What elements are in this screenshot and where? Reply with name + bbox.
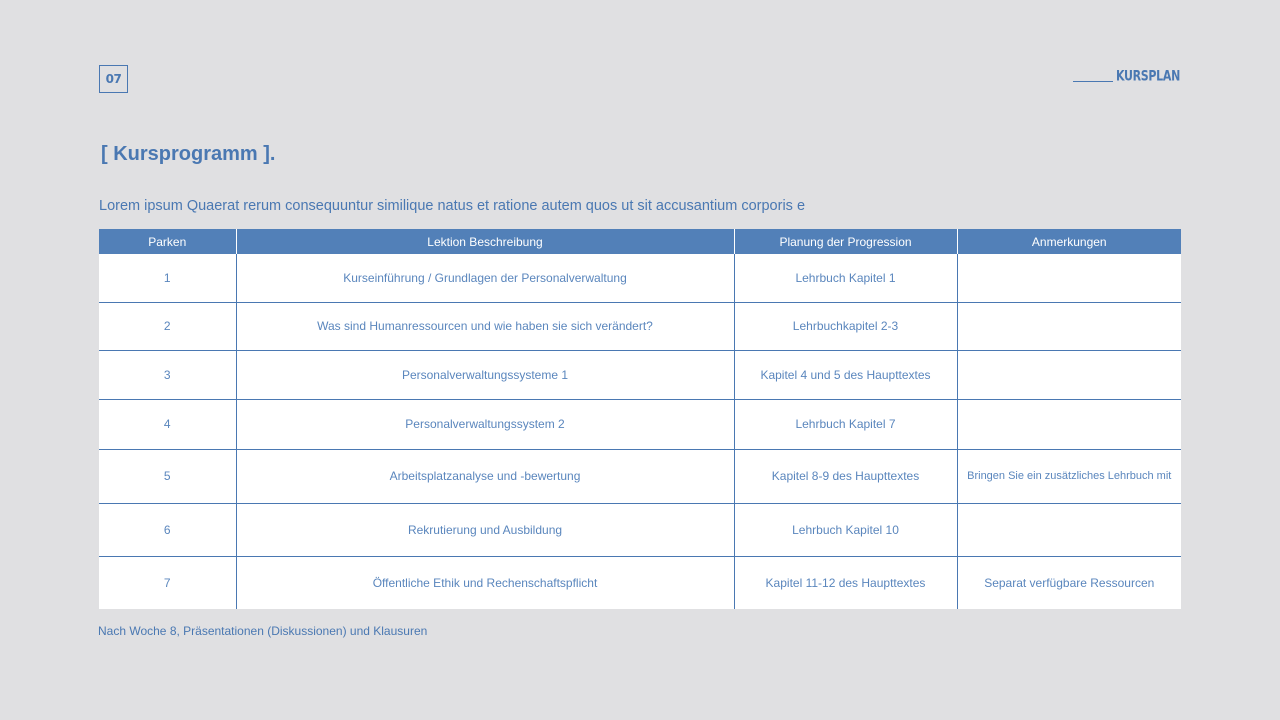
table-row	[99, 254, 1181, 302]
table-cell-lesson: Öffentliche Ethik und Rechenschaftspflicht	[236, 556, 734, 609]
table-row	[99, 556, 1181, 609]
table-cell-progression: Kapitel 4 und 5 des Haupttextes	[734, 350, 957, 399]
table-cell-lesson: Was sind Humanressourcen und wie haben sie sich verändert?	[236, 302, 734, 350]
table-row	[99, 399, 1181, 449]
column-header-planung: Planung der Progression	[734, 229, 957, 254]
column-header-lektion: Lektion Beschreibung	[236, 229, 734, 254]
table-cell-notes: Separat verfügbare Ressourcen	[984, 575, 1155, 590]
table-cell-number: 7	[99, 556, 236, 609]
table-row	[99, 503, 1181, 556]
section-tag-line	[1073, 81, 1113, 82]
table-cell-notes	[957, 350, 1181, 399]
section-tag-label: KURSPLAN	[1115, 67, 1180, 84]
column-header-parken: Parken	[99, 229, 236, 254]
table-cell-number: 4	[99, 399, 236, 449]
table-cell-progression: Lehrbuch Kapitel 10	[734, 503, 957, 556]
table-cell-number: 1	[99, 254, 236, 302]
table-cell-notes: Bringen Sie ein zusätzliches Lehrbuch mit	[957, 449, 1181, 503]
table-cell-progression: Lehrbuch Kapitel 1	[734, 254, 957, 302]
table-cell-notes	[957, 503, 1181, 556]
table-cell-number: 3	[99, 350, 236, 399]
table-cell-notes	[957, 302, 1181, 350]
table-cell-number: 6	[99, 503, 236, 556]
table-cell-lesson: Personalverwaltungssysteme 1	[236, 350, 734, 399]
page-number: 07	[105, 72, 122, 86]
table-cell-lesson: Kurseinführung / Grundlagen der Personalverwaltung	[236, 254, 734, 302]
table-cell-progression: Kapitel 11-12 des Haupttextes	[734, 556, 957, 609]
column-header-anmerkungen: Anmerkungen	[957, 229, 1181, 254]
footnote: Nach Woche 8, Präsentationen (Diskussionen) und Klausuren	[98, 624, 428, 638]
table-cell-number: 5	[99, 449, 236, 503]
table-cell-progression: Lehrbuchkapitel 2-3	[734, 302, 957, 350]
table-header-row	[99, 229, 1181, 254]
table-cell-notes	[957, 254, 1181, 302]
table-cell-lesson: Arbeitsplatzanalyse und -bewertung	[236, 449, 734, 503]
page-subtitle: Lorem ipsum Quaerat rerum consequuntur similique natus et ratione autem quos ut sit accusantium corporis e	[99, 198, 806, 214]
page-title: [ Kursprogramm ].	[101, 143, 276, 165]
table-cell-notes	[957, 399, 1181, 449]
table-row	[99, 302, 1181, 350]
table-row	[99, 350, 1181, 399]
table-cell-lesson: Rekrutierung und Ausbildung	[236, 503, 734, 556]
table-cell-lesson: Personalverwaltungssystem 2	[236, 399, 734, 449]
table-cell-progression: Kapitel 8-9 des Haupttextes	[734, 449, 957, 503]
section-tag	[1073, 67, 1180, 84]
table-cell-progression: Lehrbuch Kapitel 7	[734, 399, 957, 449]
course-schedule-table	[99, 229, 1181, 609]
page-number-box	[99, 65, 128, 93]
table-row	[99, 449, 1181, 503]
table-cell-number: 2	[99, 302, 236, 350]
